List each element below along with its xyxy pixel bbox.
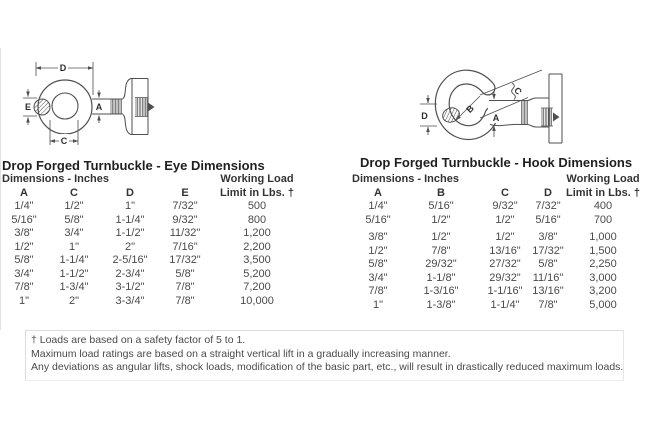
eye-section-title: Drop Forged Turnbuckle - Eye Dimensions	[2, 158, 265, 173]
table-cell: 5/8"	[64, 213, 84, 226]
table-cell: 5/16"	[428, 200, 454, 212]
column-header: C	[70, 187, 78, 199]
table-cell: 7/8"	[431, 244, 451, 257]
table-cell: 500	[247, 200, 267, 212]
table-cell: 3/4"	[64, 227, 84, 239]
table-cell: 1,000	[589, 231, 617, 243]
table-cell: 7/8"	[175, 294, 195, 307]
table-cell: 1/2"	[431, 231, 451, 243]
table-row	[2, 200, 302, 214]
table-row	[352, 299, 642, 313]
column-header: A	[374, 187, 382, 199]
table-cell: 5/16"	[365, 213, 391, 226]
table-cell: 3/8"	[538, 231, 558, 243]
table-cell: 10,000	[240, 294, 274, 307]
hook-dim-label-a: A	[492, 113, 500, 123]
table-cell: 3,200	[589, 285, 617, 297]
table-cell: 1/2"	[368, 244, 388, 257]
hook-stud-arrow-tip	[553, 113, 560, 122]
table-cell: 7/8"	[14, 281, 34, 293]
table-row	[352, 245, 642, 259]
footnote-line: Any deviations as angular lifts, shock loads, modification of the basic part, etc., will result in drastically reduced maximum loads.	[31, 361, 624, 373]
eye-table-body	[2, 200, 302, 308]
hook-table-body	[352, 200, 642, 312]
table-cell: 5/16"	[11, 213, 37, 226]
column-header: C	[501, 187, 509, 199]
hook-table-group-header	[352, 173, 642, 186]
column-header: A	[20, 187, 28, 199]
table-cell: 1-1/4"	[490, 298, 520, 311]
table-row	[352, 258, 642, 272]
table-row	[2, 241, 302, 255]
table-row	[352, 200, 642, 214]
footnote-line: † Loads are based on a safety factor of 5 to 1.	[31, 334, 246, 346]
column-header: B	[437, 187, 445, 199]
group-header-dimensions: Dimensions - Inches	[2, 173, 109, 185]
table-cell: 5/16"	[535, 213, 561, 226]
table-cell: 1"	[124, 200, 136, 212]
table-cell: 5/8"	[538, 258, 558, 270]
table-row	[2, 295, 302, 309]
table-cell: 700	[593, 213, 613, 226]
table-cell: 1-1/2"	[59, 267, 89, 280]
table-cell: 1"	[18, 294, 30, 307]
table-cell: 3/4"	[368, 271, 388, 284]
table-cell: 17/32"	[169, 254, 201, 266]
table-cell: 5,200	[243, 267, 271, 280]
body-bottom-outline	[123, 115, 148, 135]
table-cell: 1"	[68, 240, 80, 253]
table-cell: 1/2"	[64, 200, 84, 212]
left-edge-divider	[0, 48, 1, 330]
stud-arrow-tip	[148, 103, 155, 112]
table-cell: 7/32"	[172, 200, 198, 212]
table-row	[352, 231, 642, 245]
table-cell: 1/2"	[495, 213, 515, 226]
table-row	[352, 214, 642, 228]
hook-turnbuckle-diagram	[410, 50, 570, 150]
hook-dim-label-c: C	[512, 85, 524, 97]
table-cell: 1"	[372, 298, 384, 311]
table-cell: 1-1/4"	[115, 213, 145, 226]
table-row	[2, 281, 302, 295]
table-cell: 3,000	[589, 271, 617, 284]
table-cell: 5/8"	[175, 267, 195, 280]
table-row	[352, 272, 642, 286]
table-cell: 9/32"	[492, 200, 518, 212]
table-cell: 13/16"	[489, 244, 521, 257]
eye-thread-hatch	[111, 99, 122, 114]
table-cell: 11/32"	[169, 227, 201, 239]
footnote-line: Maximum load ratings are based on a straight vertical lift in a gradually increasing manner.	[31, 347, 451, 360]
table-cell: 1-3/8"	[426, 298, 456, 311]
table-cell: 3-1/2"	[115, 281, 145, 293]
table-row	[2, 214, 302, 228]
eye-table-column-headers	[2, 187, 302, 200]
hook-body-top-outline	[528, 98, 549, 101]
table-cell: 3/8"	[368, 231, 388, 243]
hook-stud-hatch	[542, 109, 552, 127]
table-cell: 7/8"	[368, 285, 388, 297]
table-cell: 2,250	[589, 258, 617, 270]
hook-thread-hatch	[522, 101, 528, 124]
column-header: D	[126, 187, 134, 199]
table-cell: 1/2"	[495, 231, 515, 243]
column-header: Limit in Lbs. †	[566, 187, 640, 199]
hook-dim-label-d: D	[421, 111, 428, 121]
table-cell: 400	[593, 200, 613, 212]
column-header: E	[181, 187, 189, 199]
table-row	[2, 254, 302, 268]
eye-dim-label-c: C	[60, 136, 68, 146]
hook-section-title: Drop Forged Turnbuckle - Hook Dimensions	[360, 155, 633, 170]
table-cell: 5,000	[589, 298, 617, 311]
table-cell: 7/16"	[172, 240, 198, 253]
table-cell: 1/2"	[14, 240, 34, 253]
table-cell: 2"	[68, 294, 80, 307]
table-row	[352, 285, 642, 299]
eye-cross-section-hatch	[34, 99, 50, 115]
body-stud-hatch	[136, 98, 147, 116]
table-cell: 9/32"	[172, 213, 198, 226]
table-cell: 1-3/16"	[423, 285, 459, 297]
table-cell: 5/8"	[14, 254, 34, 266]
eye-turnbuckle-diagram	[20, 50, 160, 150]
footnotes-box	[25, 330, 624, 381]
group-header-working-load: Working Load	[566, 173, 640, 185]
table-cell: 3/4"	[14, 267, 34, 280]
table-cell: 2,200	[243, 240, 271, 253]
table-cell: 1/4"	[368, 200, 388, 212]
table-cell: 2-5/16"	[112, 254, 148, 266]
table-cell: 7/8"	[175, 281, 195, 293]
table-cell: 7,200	[243, 281, 271, 293]
table-cell: 3,500	[243, 254, 271, 266]
eye-inner-hole	[52, 93, 78, 119]
column-header: Limit in Lbs. †	[220, 187, 294, 199]
table-cell: 3-3/4"	[115, 294, 145, 307]
table-cell: 1-1/8"	[426, 271, 456, 284]
table-cell: 29/32"	[489, 271, 521, 284]
table-cell: 7/8"	[538, 298, 558, 311]
table-cell: 1-1/2"	[115, 227, 145, 239]
column-header: D	[544, 187, 552, 199]
table-cell: 2-3/4"	[115, 267, 145, 280]
eye-dim-label-a: A	[95, 102, 103, 112]
hook-dim-label-b: B	[464, 103, 476, 115]
table-cell: 1-3/4"	[59, 281, 89, 293]
eye-dim-label-d: D	[59, 63, 67, 73]
table-cell: 27/32"	[489, 258, 521, 270]
table-cell: 1-1/16"	[487, 285, 523, 297]
table-cell: 1/2"	[431, 213, 451, 226]
table-cell: 17/32"	[532, 244, 564, 257]
table-cell: 800	[247, 213, 267, 226]
hook-table-column-headers	[352, 187, 642, 200]
eye-dimensions-table	[2, 173, 302, 308]
body-top-outline	[123, 79, 148, 99]
table-cell: 7/32"	[535, 200, 561, 212]
hook-dimensions-table	[352, 173, 642, 312]
table-row	[2, 227, 302, 241]
table-cell: 1/4"	[14, 200, 34, 212]
table-cell: 29/32"	[425, 258, 457, 270]
eye-dim-label-e: E	[24, 102, 32, 112]
table-cell: 13/16"	[532, 285, 564, 297]
table-cell: 1,200	[243, 227, 271, 239]
eye-table-group-header	[2, 173, 302, 186]
table-cell: 1,500	[589, 244, 617, 257]
table-cell: 11/16"	[532, 271, 564, 284]
group-header-working-load: Working Load	[220, 173, 294, 185]
table-cell: 1-1/4"	[59, 254, 89, 266]
table-cell: 2"	[124, 240, 136, 253]
table-cell: 3/8"	[14, 227, 34, 239]
group-header-dimensions: Dimensions - Inches	[352, 173, 459, 185]
table-cell: 5/8"	[368, 258, 388, 270]
table-row	[2, 268, 302, 282]
